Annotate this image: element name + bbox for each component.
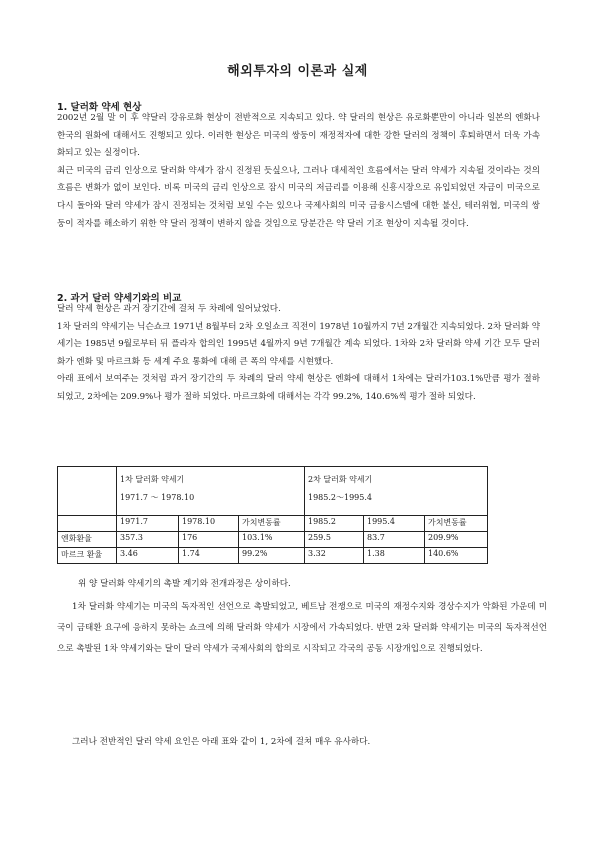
table-cell: 3.46 [117, 548, 179, 564]
row-label: 엔화환율 [58, 532, 117, 548]
document-title: 해외투자의 이론과 실제 [227, 64, 368, 79]
table-cell: 209.9% [425, 532, 488, 548]
table-subheader: 가치변동률 [239, 516, 305, 532]
section2-paragraph: 1차 달러의 약세기는 닉슨쇼크 1971년 8월부터 2차 오일쇼크 직전이 1978년 10월까지 7년 2개월간 지속되었다. 2차 달러화 약세기는 1985년 9월로부터 뒤 플라자 합의인 1995년 4월까지 9년 7개월간 계속 되었다. 1차와 2차 달러화 약세 기간 모두 달러화가 엔화 및 마르크화 등 세계 주요 통화에 대해 큰 폭의 약세를 시현했다. [57, 321, 540, 367]
table-cell: 1.74 [179, 548, 239, 564]
period2-label: 2차 달러화 약세기 [308, 475, 373, 484]
table-corner-cell [58, 467, 117, 516]
section2-paragraph: 달러 약세 현상은 과거 장기간에 걸쳐 두 차례에 일어났었다. [57, 304, 281, 314]
table-cell: 357.3 [117, 532, 179, 548]
section2-paragraph: 아래 표에서 보여주는 것처럼 과거 장기간의 두 차례의 달러 약세 현상은 엔화에 대해서 1차에는 달러가103.1%만큼 평가 절하 되었고, 2차에는 209.9%나 평가 절하 되었다. 마르크화에 대해서는 각각 99.2%, 140.6%씩 평가 절하 되었다. [57, 374, 540, 402]
table-header-row [58, 467, 488, 516]
table-subheader: 1995.4 [364, 516, 425, 532]
table-subheader: 가치변동률 [425, 516, 488, 532]
period1-header [117, 467, 305, 516]
section1-paragraph: 최근 미국의 금리 인상으로 달러화 약세가 잠시 진정된 듯싶으나, 그러나 대세적인 흐름에서는 달러 약세가 지속될 것이라는 것의 흐름은 변화가 없이 보인다. 비록 미국의 금리 인상으로 잠시 미국의 저금리를 이용해 신흥시장으로 유입되었던 자금이 미국으로 다시 돌아와 달러 약세가 잠시 진정되는 것처럼 보일 수는 있으나 국제사회의 미국 금융시스템에 대한 불신, 테러위협, 미국의 쌍둥이 적자를 해소하기 위한 약 달러 정책이 변하지 않을 것임으로 당분간은 약 달러 기조 현상이 지속될 것이다. [57, 165, 540, 229]
table-subheader: 1985.2 [305, 516, 364, 532]
exchange-rate-table [57, 466, 488, 564]
table-cell: 1.38 [364, 548, 425, 564]
table-cell: 3.32 [305, 548, 364, 564]
period2-range: 1985.2～1995.4 [308, 493, 372, 502]
section2-body [57, 301, 540, 407]
section1-body [57, 110, 540, 233]
table-cell [58, 516, 117, 532]
table-row [58, 532, 488, 548]
table-cell: 140.6% [425, 548, 488, 564]
after-table-paragraph: 1차 달러화 약세기는 미국의 독자적인 선언으로 촉발되었고, 베트남 전쟁으로 미국의 재정수지와 경상수지가 악화된 가운데 미국이 금태환 요구에 응하지 못하는 쇼크에 의해 달러화 약세가 시장에서 가속되었다. 반면 2차 달러화 약세기는 미국의 독자적선언으로 촉발된 1차 약세기와는 달이 달러 약세가 국제사회의 합의로 시작되고 각국의 공동 시장개입으로 진행되었다. [57, 602, 547, 654]
after-table-intro: 위 양 달러화 약세기의 촉발 계기와 전개과정은 상이하다. [78, 579, 291, 589]
table-cell: 176 [179, 532, 239, 548]
table-cell: 259.5 [305, 532, 364, 548]
after-table-conclusion: 그러나 전반적인 달러 약세 요인은 아래 표와 같이 1, 2차에 걸쳐 매우 유사하다. [72, 737, 371, 747]
table-cell: 99.2% [239, 548, 305, 564]
section1-heading: 1. 달러화 약세 현상 [57, 102, 142, 113]
table-subheader: 1978.10 [179, 516, 239, 532]
period1-range: 1971.7 ～ 1978.10 [120, 493, 195, 502]
period2-header [305, 467, 488, 516]
table-subheader: 1971.7 [117, 516, 179, 532]
period1-label: 1차 달러화 약세기 [120, 475, 185, 484]
table-cell: 103.1% [239, 532, 305, 548]
table-subheader-row [58, 516, 488, 532]
section2-heading: 2. 과거 달러 약세기와의 비교 [57, 293, 182, 304]
table-row [58, 548, 488, 564]
row-label: 마르크 환율 [58, 548, 117, 564]
section1-paragraph: 2002년 2월 말 이 후 약달러 강유로화 현상이 전반적으로 지속되고 있다. 약 달러의 현상은 유로화뿐만이 아니라 일본의 엔화나 한국의 원화에 대해서도 진행되고 있다. 이러한 현상은 미국의 쌍둥이 재정적자에 대한 강한 달러의 정책이 후퇴하면서 더욱 가속화되고 있는 실정이다. [57, 113, 540, 159]
table-cell: 83.7 [364, 532, 425, 548]
